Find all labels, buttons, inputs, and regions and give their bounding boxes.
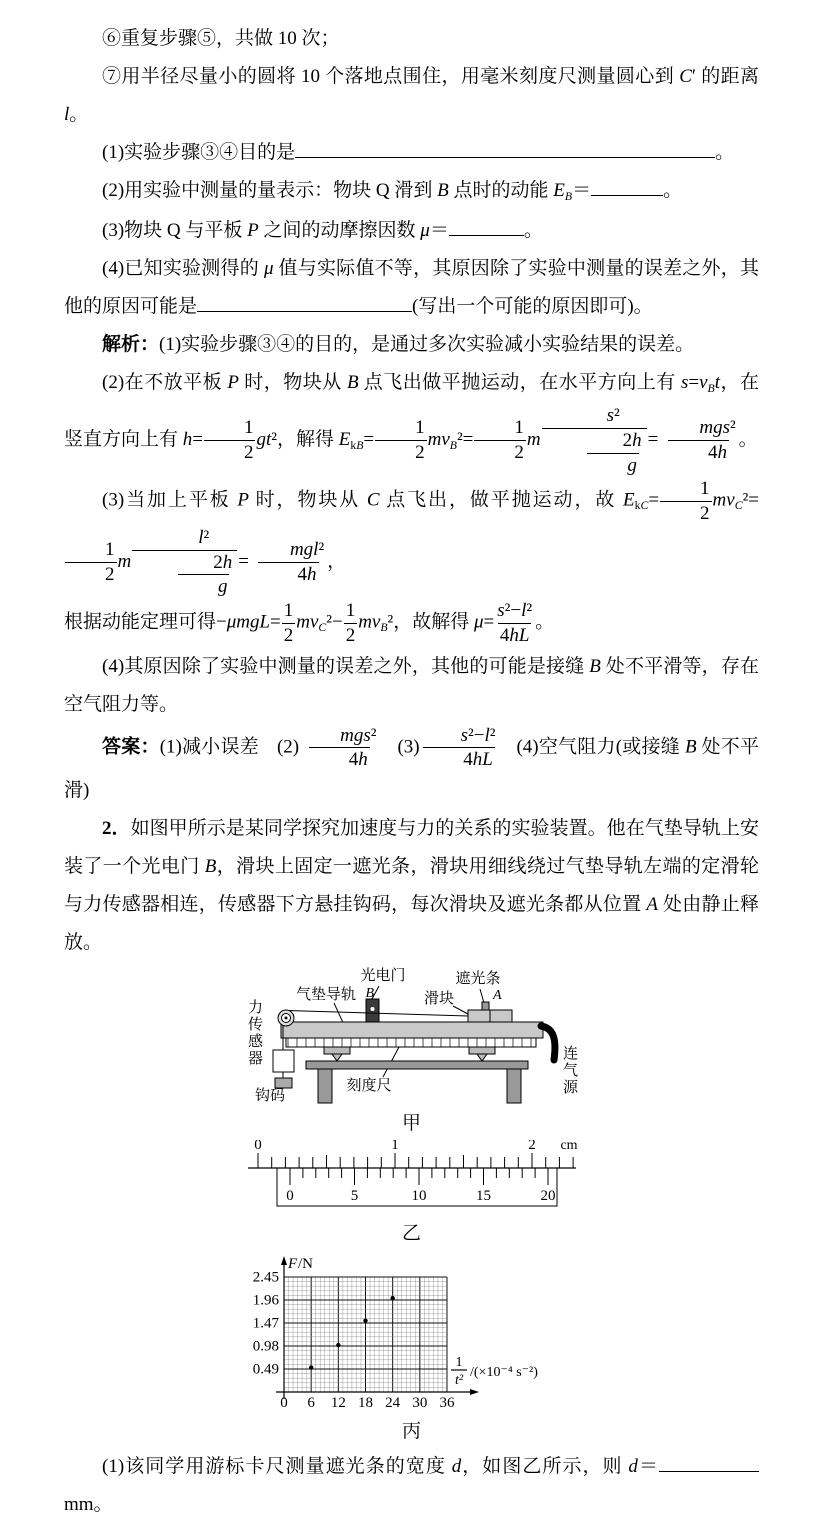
pulley-axle xyxy=(284,1017,287,1020)
support-stands xyxy=(324,1047,495,1061)
math-variable: mgl xyxy=(289,539,319,561)
fraction-denominator xyxy=(65,562,117,587)
text-run: 值与实际值不等，其原因除了实验中测量的误差之外，其他的原因可能是 xyxy=(64,258,759,317)
math-fraction xyxy=(542,404,647,477)
text-run: = xyxy=(648,489,660,511)
text-run: 。 xyxy=(523,220,543,241)
text-run: 1 xyxy=(514,417,524,439)
text-run: ²= xyxy=(742,489,759,511)
text-run: (2) xyxy=(276,736,300,758)
answer xyxy=(64,724,759,811)
math-fraction xyxy=(173,551,234,600)
fraction-denominator xyxy=(344,623,358,648)
text-run: 2 xyxy=(105,563,115,585)
label-light-strip: 遮光条 xyxy=(454,971,501,987)
text-run: ⑦用半径尽量小的圆将 10 个落地点围住，用毫米刻度尺测量圆心到 xyxy=(102,66,680,87)
text-run: C xyxy=(318,621,327,635)
math-variable: v xyxy=(699,372,708,393)
math-variable: h xyxy=(717,442,727,464)
math-variable: B xyxy=(684,736,697,758)
vernier-number: 5 xyxy=(350,1188,358,1204)
blank-line xyxy=(449,217,524,236)
fraction-denominator xyxy=(542,428,647,478)
fraction-denominator xyxy=(498,623,532,648)
x-axis-label-numerator: 1 xyxy=(455,1355,462,1370)
vernier-diagram xyxy=(242,1140,582,1216)
fraction-denominator xyxy=(178,574,230,599)
vernier-number: 10 xyxy=(411,1188,426,1204)
text-block-top xyxy=(64,20,759,962)
main-scale-unit: cm xyxy=(559,1140,578,1153)
fraction-denominator xyxy=(309,747,370,772)
fraction-numerator xyxy=(567,404,622,428)
text-run: (1)实验步骤③④目的是 xyxy=(102,142,296,163)
apparatus-diagram xyxy=(231,966,593,1106)
x-tick-label: 0 xyxy=(279,1395,288,1411)
math-fraction xyxy=(421,724,498,773)
text-run: B xyxy=(707,381,715,395)
text-run: B xyxy=(449,438,457,452)
text-run: = xyxy=(192,428,203,450)
math-fraction xyxy=(583,429,644,478)
math-variable: t xyxy=(714,372,720,393)
text-run: (1)实验步骤③④的目的，是通过多次实验减小实验结果的误差。 xyxy=(159,334,695,355)
bold-text: 解析： xyxy=(102,334,160,355)
label-force-sensor: 力传感器 xyxy=(247,1000,263,1067)
text-run: ²，故解得 xyxy=(387,611,474,633)
text-run: 。 xyxy=(535,611,555,633)
math-variable: hL xyxy=(472,749,493,771)
text-run: ² xyxy=(370,724,377,746)
math-variable: mgs xyxy=(340,724,371,746)
text-run: 2 xyxy=(415,442,425,464)
math-variable: mv xyxy=(712,489,735,511)
analysis-2 xyxy=(64,364,759,477)
math-variable: g xyxy=(217,576,228,598)
math-variable: h xyxy=(182,428,193,450)
figure-vernier-caliper xyxy=(64,1140,759,1246)
text-run: k xyxy=(350,438,357,452)
text-run: 处不平滑) xyxy=(64,736,759,801)
label-air-source: 连气源 xyxy=(562,1046,578,1096)
x-tick-label: 6 xyxy=(306,1395,315,1411)
x-tick-label: 30 xyxy=(411,1395,427,1411)
math-variable: g xyxy=(627,454,637,476)
math-fraction xyxy=(65,538,117,587)
fraction-denominator xyxy=(258,562,319,587)
math-variable: gt xyxy=(256,428,272,450)
text-run: 1 xyxy=(415,417,425,439)
text-run: k xyxy=(634,499,641,513)
table-top xyxy=(306,1061,528,1069)
vernier-scales xyxy=(248,1140,578,1206)
air-track xyxy=(281,1022,543,1038)
question-4 xyxy=(64,250,759,326)
text-run: 2 xyxy=(283,624,294,646)
text-run: = xyxy=(363,428,375,450)
question-3 xyxy=(64,212,759,250)
photogate-light xyxy=(370,1007,374,1011)
figure-vernier-caption: 乙 xyxy=(401,1223,421,1244)
fraction-numerator xyxy=(65,538,117,562)
text-run: ，在竖直方向上有 xyxy=(64,372,759,450)
text-run: 1 xyxy=(345,600,356,621)
text-run: ²− xyxy=(468,724,485,746)
table-leg-right xyxy=(507,1069,521,1103)
fraction-denominator xyxy=(132,550,237,600)
math-variable: E xyxy=(553,180,565,201)
x-axis-label-denominator: t² xyxy=(454,1373,463,1388)
analysis-1 xyxy=(64,326,759,364)
y-tick-label: 0.49 xyxy=(252,1361,279,1378)
text-run: ² xyxy=(318,539,325,561)
text-run: 4 xyxy=(463,749,473,771)
math-variable: E xyxy=(338,428,351,450)
label-photogate-point: B xyxy=(364,986,374,1001)
fraction-numerator xyxy=(474,416,526,440)
math-variable: hL xyxy=(509,624,530,646)
math-variable: s xyxy=(680,372,689,393)
math-variable: μmgL xyxy=(226,611,271,633)
figure-apparatus xyxy=(64,966,759,1136)
math-variable: P xyxy=(237,489,249,511)
math-variable: l xyxy=(521,600,527,621)
math-variable: A xyxy=(646,894,658,915)
fraction-denominator xyxy=(423,747,495,772)
text-run: 如图甲所示是某同学探究加速度与力的关系的实验装置。他在气垫导轨上安装了一个光电门 xyxy=(64,818,759,877)
y-tick-label: 2.45 xyxy=(252,1269,279,1286)
text-run: 点飞出做平抛运动，在水平方向上有 xyxy=(358,372,681,393)
main-scale-number: 2 xyxy=(527,1140,536,1153)
data-point xyxy=(363,1318,367,1322)
text-run: = xyxy=(688,372,700,393)
text-run: mm。 xyxy=(64,1494,113,1515)
text-run: 。 xyxy=(738,428,758,450)
math-variable: d xyxy=(628,1456,638,1477)
math-variable: m xyxy=(526,428,541,450)
text-run: 2 xyxy=(622,429,633,451)
text-run: ²− xyxy=(326,611,343,633)
vernier-number: 15 xyxy=(475,1188,491,1204)
blank-line xyxy=(197,293,412,312)
math-fraction xyxy=(250,538,326,587)
math-fraction xyxy=(660,477,712,526)
text-run: (2)用实验中测量的量表示：物块 Q 滑到 xyxy=(102,180,438,201)
blank-line xyxy=(659,1453,759,1472)
text-run: 之间的动摩擦因数 xyxy=(258,220,421,241)
label-photogate: 光电门 xyxy=(359,968,406,984)
text-run: C xyxy=(640,499,649,513)
x-tick-label: 12 xyxy=(330,1395,346,1411)
math-variable: C xyxy=(679,66,692,87)
math-fraction xyxy=(495,599,534,648)
data-point xyxy=(336,1343,340,1347)
blank-line xyxy=(295,139,715,158)
graph-diagram xyxy=(242,1250,582,1414)
label-air-track: 气垫导轨 xyxy=(295,987,356,1003)
x-axis-label-unit: /(×10⁻⁴ s⁻²) xyxy=(469,1365,538,1380)
fraction-denominator xyxy=(587,453,639,478)
math-variable: h xyxy=(222,551,233,573)
text-run: 。 xyxy=(715,142,735,163)
math-variable: μ xyxy=(474,611,484,633)
text-run: ² xyxy=(203,526,210,548)
y-tick-label: 1.96 xyxy=(252,1292,279,1309)
text-run: 2 xyxy=(243,442,254,464)
math-variable: mgs xyxy=(699,417,730,439)
analysis-4 xyxy=(64,648,759,724)
table-leg-left xyxy=(318,1069,332,1103)
hook-weight xyxy=(275,1078,292,1088)
math-variable: P xyxy=(247,220,259,241)
fraction-numerator xyxy=(495,599,534,623)
math-variable: l xyxy=(64,104,70,125)
fraction-numerator xyxy=(344,599,358,623)
graph-grid-and-points xyxy=(252,1270,454,1412)
text-run: (4)已知实验测得的 xyxy=(102,258,264,279)
analysis-3b xyxy=(64,599,759,648)
text-run: 1 xyxy=(105,539,115,561)
text-run: ² xyxy=(526,600,533,621)
text-run: = xyxy=(270,611,281,633)
step-7 xyxy=(64,58,759,134)
text-run: B xyxy=(380,621,388,635)
math-variable: s xyxy=(497,600,505,621)
math-fraction xyxy=(375,416,427,465)
blank-line xyxy=(591,177,663,196)
text-run: 根据动能定理可得− xyxy=(64,611,227,633)
vernier-number: 0 xyxy=(285,1188,294,1204)
problem-2 xyxy=(64,810,759,962)
text-run: 4 xyxy=(348,749,359,771)
label-strip-point: A xyxy=(492,988,502,1003)
math-variable: d xyxy=(451,1456,462,1477)
math-fraction xyxy=(300,724,378,773)
text-run: (写出一个可能的原因即可)。 xyxy=(412,296,653,317)
math-variable: h xyxy=(307,563,317,585)
bold-text: 答案： xyxy=(102,736,160,758)
text-run: 。 xyxy=(69,104,89,125)
text-run: B xyxy=(564,189,573,203)
text-run: ＝ xyxy=(572,180,592,201)
text-run: (1)该同学用游标卡尺测量遮光条的宽度 xyxy=(102,1456,452,1477)
text-run: ⑥重复步骤⑤，共做 10 次； xyxy=(102,28,340,49)
figure-apparatus-caption: 甲 xyxy=(401,1113,421,1134)
text-run: = xyxy=(238,550,249,572)
fraction-numerator xyxy=(173,551,234,575)
text-run: ² xyxy=(613,405,620,426)
question-1 xyxy=(64,134,759,172)
scale-strip xyxy=(286,1038,536,1047)
text-run: 处由静止释放。 xyxy=(64,894,759,953)
math-variable: P xyxy=(227,372,239,393)
fraction-numerator xyxy=(659,416,737,440)
text-run: ，如图乙所示，则 xyxy=(461,1456,629,1477)
text-run: 1 xyxy=(283,600,294,621)
fraction-denominator xyxy=(282,623,296,648)
label-ruler: 刻度尺 xyxy=(345,1078,392,1094)
text-run: 2 xyxy=(514,442,524,464)
text-run: 时，物块从 xyxy=(238,372,347,393)
y-axis-label-unit: /N xyxy=(297,1256,313,1272)
math-variable: B xyxy=(346,372,359,393)
fraction-numerator xyxy=(300,724,378,748)
y-tick-label: 1.47 xyxy=(252,1315,279,1332)
math-variable: B xyxy=(589,655,601,677)
math-fraction xyxy=(204,416,256,465)
math-variable: l xyxy=(198,526,204,548)
text-run: (1)减小误差 xyxy=(159,736,259,758)
main-scale-number: 0 xyxy=(253,1140,262,1153)
math-variable: C xyxy=(366,489,380,511)
text-run: B xyxy=(356,438,364,452)
fraction-numerator xyxy=(375,416,427,440)
math-variable: s xyxy=(460,724,469,746)
math-variable: μ xyxy=(263,258,274,279)
y-tick-label: 0.98 xyxy=(252,1338,279,1355)
fraction-denominator xyxy=(668,440,729,465)
math-variable: E xyxy=(622,489,635,511)
text-run: ²− xyxy=(504,600,522,621)
fraction-numerator xyxy=(660,477,712,501)
y-axis-label-f: F xyxy=(287,1256,297,1272)
figure-graph-caption: 丙 xyxy=(401,1421,421,1442)
math-variable: mv xyxy=(427,428,450,450)
text-run: 1 xyxy=(700,478,710,500)
text-run: (4)其原因除了实验中测量的误差之外，其他的可能是接缝 xyxy=(102,655,590,677)
text-run: (2)在不放平板 xyxy=(102,372,228,393)
text-run: (3) xyxy=(397,736,420,758)
math-variable: mv xyxy=(358,611,381,633)
text-run: 处不平滑等，存在空气阻力等。 xyxy=(64,655,759,715)
text-run: 1 xyxy=(243,417,254,439)
fraction-numerator xyxy=(421,724,498,748)
text-run: 4 xyxy=(297,563,308,585)
data-point xyxy=(390,1296,394,1300)
math-variable: B xyxy=(437,180,449,201)
text-run: (4)空气阻力(或接缝 xyxy=(516,736,685,758)
text-run: (3)当加上平板 xyxy=(102,489,238,511)
text-run: ² xyxy=(729,417,736,439)
text-run: 点时的动能 xyxy=(448,180,554,201)
text-run: ² xyxy=(489,724,496,746)
math-variable: mv xyxy=(296,611,319,633)
x-tick-label: 18 xyxy=(357,1395,373,1411)
math-variable: h xyxy=(632,429,642,451)
fraction-numerator xyxy=(158,526,211,550)
math-fraction xyxy=(344,599,358,648)
text-run: ²= xyxy=(456,428,474,450)
x-tick-label: 24 xyxy=(384,1395,400,1411)
analysis-3 xyxy=(64,477,759,599)
text-run: 4 xyxy=(499,624,510,646)
problem-2-question-1 xyxy=(64,1448,759,1524)
y-axis-arrow xyxy=(281,1256,287,1265)
label-weights: 钩码 xyxy=(254,1088,285,1104)
math-variable: s xyxy=(606,405,614,426)
bold-text: 2． xyxy=(102,818,131,839)
text-run: 2 xyxy=(345,624,356,646)
fraction-denominator xyxy=(204,440,256,465)
math-variable: h xyxy=(358,749,368,771)
text-run: C xyxy=(734,499,743,513)
math-fraction xyxy=(282,599,296,648)
text-run: ＝ xyxy=(637,1456,659,1477)
text-run: 时，物块从 xyxy=(248,489,367,511)
main-scale-number: 1 xyxy=(390,1140,399,1153)
text-block-bottom xyxy=(64,1448,759,1524)
text-run: = xyxy=(647,428,659,450)
text-run: 2 xyxy=(213,551,223,573)
question-2 xyxy=(64,172,759,212)
force-sensor xyxy=(273,1050,294,1072)
fraction-numerator xyxy=(282,599,296,623)
text-run: (3)物块 Q 与平板 xyxy=(102,220,248,241)
text-run: 。 xyxy=(663,180,683,201)
vernier-number: 20 xyxy=(540,1188,555,1204)
math-variable: l xyxy=(484,724,490,746)
text-run: 2 xyxy=(700,503,710,524)
text-run: 点飞出，做平抛运动，故 xyxy=(379,489,623,511)
text-run: ²，解得 xyxy=(271,428,339,450)
text-run: ′ 的距离 xyxy=(691,66,759,87)
data-point xyxy=(308,1365,312,1369)
x-axis-arrow xyxy=(470,1389,479,1395)
fraction-denominator xyxy=(660,501,712,526)
text-run: ＝ xyxy=(429,220,449,241)
fraction-numerator xyxy=(204,416,256,440)
math-fraction xyxy=(474,416,526,465)
figure-graph xyxy=(64,1250,759,1444)
text-run: = xyxy=(483,611,495,633)
math-fraction xyxy=(659,416,737,465)
fraction-denominator xyxy=(375,440,427,465)
math-variable: B xyxy=(204,856,217,877)
math-fraction xyxy=(132,526,237,599)
fraction-numerator xyxy=(583,429,644,453)
label-slider: 滑块 xyxy=(423,991,454,1007)
math-variable: m xyxy=(117,550,132,572)
fraction-numerator xyxy=(250,538,326,562)
step-6 xyxy=(64,20,759,58)
text-run: 4 xyxy=(708,442,718,464)
fraction-denominator xyxy=(474,440,526,465)
math-variable: μ xyxy=(420,220,430,241)
x-tick-label: 36 xyxy=(439,1395,454,1411)
text-run: ，滑块上固定一遮光条，滑块用细线绕过气垫导轨左端的定滑轮与力传感器相连，传感器下方悬挂钩码，每次滑块及遮光条都从位置 xyxy=(64,856,759,915)
text-run: ， xyxy=(327,550,347,572)
